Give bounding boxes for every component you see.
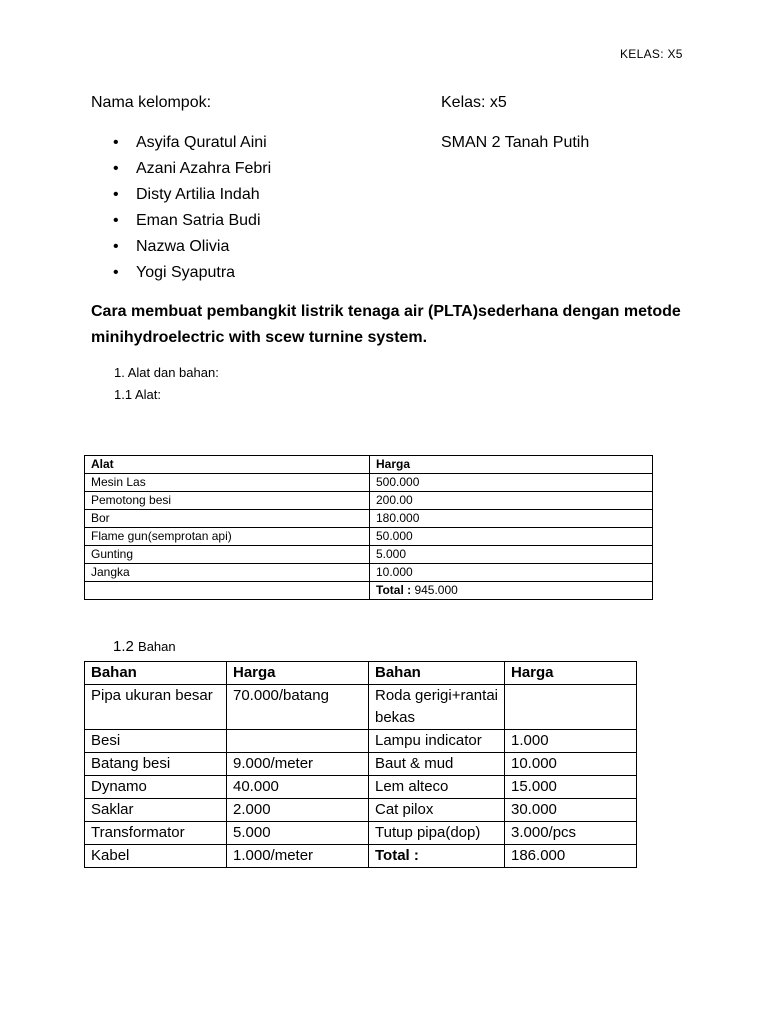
table-cell: 5.000	[370, 546, 653, 564]
table-total-row	[85, 582, 653, 600]
bahan-table	[84, 661, 637, 868]
column-header: Bahan	[369, 662, 505, 685]
table-cell: 30.000	[505, 799, 637, 822]
table-cell: Batang besi	[85, 753, 227, 776]
bullet-icon: •	[113, 134, 119, 151]
total-value: 945.000	[411, 583, 458, 597]
table-cell: 70.000/batang	[227, 685, 369, 730]
table-cell: 500.000	[370, 474, 653, 492]
subsection-number: 1.2	[113, 638, 139, 655]
list-item	[91, 133, 271, 159]
table-cell: 5.000	[227, 822, 369, 845]
table-row	[85, 564, 653, 582]
bullet-icon: •	[113, 160, 119, 177]
alat-table	[84, 455, 653, 600]
table-cell: Flame gun(semprotan api)	[85, 528, 370, 546]
table-cell: Jangka	[85, 564, 370, 582]
group-name-label: Nama kelompok:	[91, 94, 212, 111]
table-cell: Dynamo	[85, 776, 227, 799]
list-item	[91, 237, 271, 263]
column-header: Harga	[505, 662, 637, 685]
table-cell	[85, 582, 370, 600]
table-row	[85, 753, 637, 776]
table-cell: 2.000	[227, 799, 369, 822]
table-cell: Kabel	[85, 845, 227, 868]
column-header: Harga	[370, 456, 653, 474]
table-cell: 180.000	[370, 510, 653, 528]
table-row	[85, 845, 637, 868]
table-cell: 50.000	[370, 528, 653, 546]
total-value: 186.000	[505, 845, 637, 868]
table-cell	[505, 685, 637, 730]
table-cell: Pemotong besi	[85, 492, 370, 510]
table-cell	[227, 730, 369, 753]
table-cell: 10.000	[370, 564, 653, 582]
column-header: Bahan	[85, 662, 227, 685]
member-name: Azani Azahra Febri	[136, 160, 272, 177]
total-label: Total :	[376, 583, 412, 597]
bullet-icon: •	[113, 212, 119, 229]
table-cell: Lampu indicator	[369, 730, 505, 753]
table-cell: 10.000	[505, 753, 637, 776]
table-cell: 3.000/pcs	[505, 822, 637, 845]
table-row	[85, 528, 653, 546]
table-row	[85, 546, 653, 564]
document-heading: Cara membuat pembangkit listrik tenaga air (PLTA)sederhana dengan metode minihydroelectric with scew turnine system.	[91, 303, 681, 346]
table-cell: Bor	[85, 510, 370, 528]
table-row	[85, 492, 653, 510]
column-header: Alat	[85, 456, 370, 474]
table-cell: 40.000	[227, 776, 369, 799]
subsection-title-alat: 1.1 Alat:	[114, 387, 161, 402]
table-cell: Gunting	[85, 546, 370, 564]
table-cell: Besi	[85, 730, 227, 753]
table-row	[85, 685, 637, 730]
table-cell: 9.000/meter	[227, 753, 369, 776]
table-cell: Transformator	[85, 822, 227, 845]
table-cell: Roda gerigi+rantai bekas	[369, 685, 505, 730]
table-cell: Saklar	[85, 799, 227, 822]
class-label: Kelas: x5	[441, 94, 507, 111]
member-name: Asyifa Quratul Aini	[136, 134, 267, 151]
table-cell: 200.00	[370, 492, 653, 510]
table-row	[85, 799, 637, 822]
table-cell: Cat pilox	[369, 799, 505, 822]
subsection-label: Bahan	[138, 639, 176, 654]
column-header: Harga	[227, 662, 369, 685]
member-name: Yogi Syaputra	[136, 264, 236, 281]
total-label: Total :	[369, 845, 505, 868]
bullet-icon: •	[113, 186, 119, 203]
subsection-title-bahan	[113, 638, 176, 656]
bullet-icon: •	[113, 264, 119, 281]
table-cell: Pipa ukuran besar	[85, 685, 227, 730]
bullet-icon: •	[113, 238, 119, 255]
table-cell: Tutup pipa(dop)	[369, 822, 505, 845]
list-item	[91, 263, 271, 289]
table-header-row	[85, 662, 637, 685]
table-cell: Lem alteco	[369, 776, 505, 799]
table-row	[85, 822, 637, 845]
list-item	[91, 185, 271, 211]
school-name: SMAN 2 Tanah Putih	[441, 134, 590, 151]
member-name: Disty Artilia Indah	[136, 186, 260, 203]
table-row	[85, 510, 653, 528]
section-title: 1. Alat dan bahan:	[114, 365, 219, 380]
member-name: Eman Satria Budi	[136, 212, 261, 229]
table-row	[85, 730, 637, 753]
table-row	[85, 776, 637, 799]
member-list	[91, 133, 271, 289]
member-name: Nazwa Olivia	[136, 238, 230, 255]
table-cell: Mesin Las	[85, 474, 370, 492]
header-class-label: KELAS: X5	[620, 47, 683, 61]
table-cell: Baut & mud	[369, 753, 505, 776]
table-header-row	[85, 456, 653, 474]
table-row	[85, 474, 653, 492]
total-cell	[370, 582, 653, 600]
table-cell: 1.000/meter	[227, 845, 369, 868]
table-cell: 15.000	[505, 776, 637, 799]
list-item	[91, 211, 271, 237]
list-item	[91, 159, 271, 185]
table-cell: 1.000	[505, 730, 637, 753]
